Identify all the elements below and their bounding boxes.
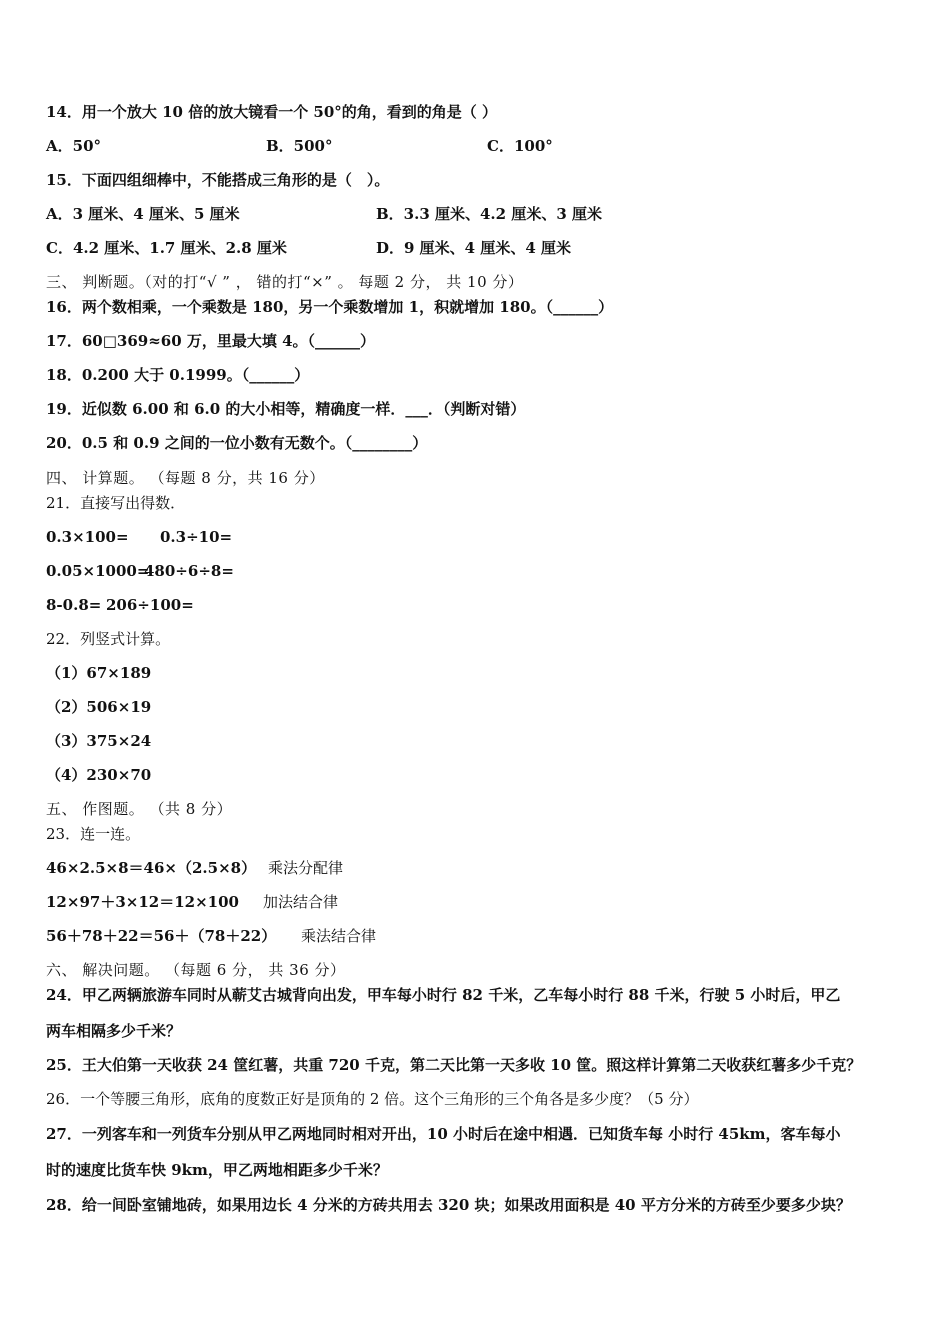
q22-item-2: （2）506×19 [46, 698, 152, 716]
q21-expr-4: 480÷6÷8= [144, 562, 234, 580]
section-5-heading: 五、 作图题。 （共 8 分） [46, 800, 233, 818]
question-15: 15．下面四组细棒中，不能搭成三角形的是（ ）。 [46, 171, 390, 189]
question-18: 18．0.200 大于 0.1999。（______） [46, 366, 310, 384]
question-25: 25．王大伯第一天收获 24 筐红薯，共重 720 千克，第二天比第一天多收 10 筐。照这样计算第二天收获红薯多少千克？ [46, 1056, 862, 1074]
q15-option-a: A．3 厘米、4 厘米、5 厘米 [46, 205, 240, 223]
question-27-line-1: 27．一列客车和一列货车分别从甲乙两地同时相对开出，10 小时后在途中相遇．已知货车每 小时行 45km，客车每小 [46, 1125, 841, 1143]
question-24-line-2: 两车相隔多少千米？ [46, 1022, 182, 1040]
question-24-line-1: 24．甲乙两辆旅游车同时从蕲艾古城背向出发，甲车每小时行 82 千米，乙车每小时行 88 千米，行驶 5 小时后，甲乙 [46, 986, 841, 1004]
section-3-heading: 三、 判断题。（对的打“√ ” ， 错的打“×” 。 每题 2 分， 共 10 分） [46, 273, 524, 291]
q21-expr-3: 0.05×1000= [46, 562, 150, 580]
question-27-line-2: 时的速度比货车快 9km，甲乙两地相距多少千米？ [46, 1161, 388, 1179]
q23-expression-2: 12×97＋3×12＝12×100 [46, 893, 239, 911]
section-6-heading: 六、 解决问题。 （每题 6 分， 共 36 分） [46, 961, 346, 979]
q21-expr-2: 0.3÷10= [160, 528, 233, 546]
question-19: 19．近似数 6.00 和 6.0 的大小相等，精确度一样．___．（判断对错） [46, 400, 526, 418]
q23-law-3: 乘法结合律 [301, 927, 377, 945]
q21-expr-1: 0.3×100= [46, 528, 129, 546]
question-26: 26．一个等腰三角形，底角的度数正好是顶角的 2 倍。这个三角形的三个角各是多少度？（5 分） [46, 1090, 699, 1108]
q23-expression-1: 46×2.5×8＝46×（2.5×8） [46, 859, 257, 877]
question-14: 14．用一个放大 10 倍的放大镜看一个 50°的角，看到的角是（ ） [46, 103, 498, 121]
q15-option-c: C．4.2 厘米、1.7 厘米、2.8 厘米 [46, 239, 287, 257]
q14-option-c: C．100° [487, 137, 553, 155]
q22-item-3: （3）375×24 [46, 732, 152, 750]
q22-item-1: （1）67×189 [46, 664, 152, 682]
q21-expr-6: 206÷100= [106, 596, 194, 614]
q23-law-2: 加法结合律 [263, 893, 339, 911]
question-16: 16．两个数相乘，一个乘数是 180，另一个乘数增加 1，积就增加 180。（______） [46, 298, 614, 316]
question-21: 21．直接写出得数． [46, 494, 186, 512]
question-22: 22．列竖式计算。 [46, 630, 171, 648]
q21-expr-5: 8-0.8= [46, 596, 102, 614]
question-28: 28．给一间卧室铺地砖，如果用边长 4 分米的方砖共用去 320 块；如果改用面积是 40 平方分米的方砖至少要多少块？ [46, 1196, 851, 1214]
question-17: 17．60□369≈60 万，里最大填 4。（______） [46, 332, 376, 350]
q14-option-a: A．50° [46, 137, 102, 155]
q23-expression-3: 56＋78＋22＝56＋（78＋22） [46, 927, 277, 945]
section-4-heading: 四、 计算题。 （每题 8 分，共 16 分） [46, 469, 325, 487]
q22-item-4: （4）230×70 [46, 766, 152, 784]
question-23: 23．连一连。 [46, 825, 141, 843]
question-20: 20．0.5 和 0.9 之间的一位小数有无数个。（________） [46, 434, 428, 452]
q15-option-b: B．3.3 厘米、4.2 厘米、3 厘米 [376, 205, 602, 223]
q15-option-d: D．9 厘米、4 厘米、4 厘米 [376, 239, 571, 257]
q14-option-b: B．500° [266, 137, 333, 155]
q23-law-1: 乘法分配律 [268, 859, 344, 877]
